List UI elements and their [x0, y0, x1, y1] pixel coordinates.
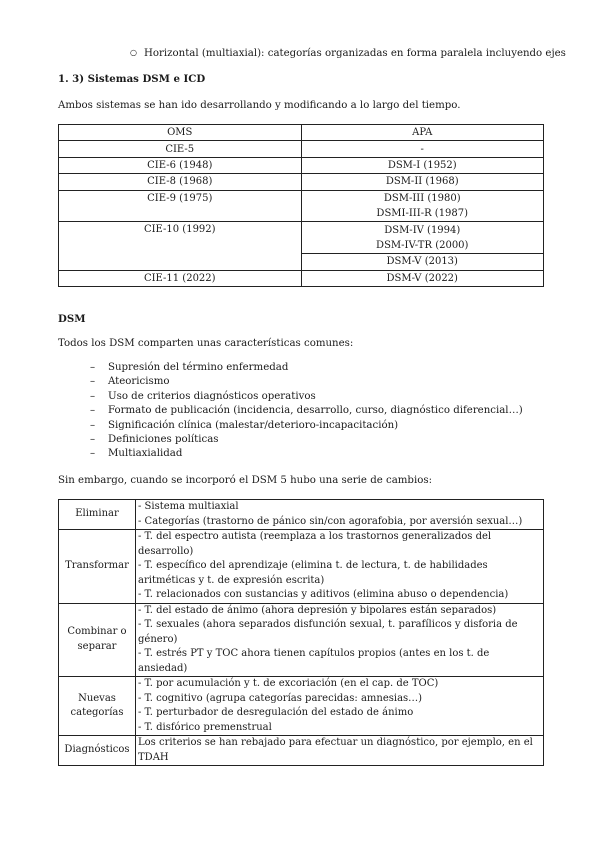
header-oms: OMS [59, 125, 302, 141]
list-item [90, 419, 523, 433]
row-content [136, 530, 544, 604]
list-item [90, 361, 523, 375]
table-cell: DSM-V (2022) [301, 270, 544, 286]
change-line: - Categorías (trastorno de pánico sin/con agorafobia, por aversión sexual…) [138, 515, 523, 527]
row-label-transformar: Transformar [59, 530, 136, 604]
changes-table [58, 499, 544, 766]
list-item [90, 390, 523, 404]
row-content [136, 677, 544, 736]
header-apa: APA [301, 125, 544, 141]
row-label-nuevas: Nuevas categorías [59, 677, 136, 736]
top-bullet-text: Horizontal (multiaxial): categorías organizadas en forma paralela incluyendo ejes [144, 48, 566, 59]
dsm-paragraph: Todos los DSM comparten unas características comunes: [58, 338, 354, 349]
table-header-row [59, 125, 544, 141]
table-row [59, 174, 544, 190]
list-item-text: Definiciones políticas [108, 433, 219, 445]
dash-bullet-icon: – [90, 448, 96, 460]
dash-bullet-icon: – [90, 362, 96, 373]
dsm-heading: DSM [58, 313, 86, 325]
table-row [59, 677, 544, 736]
section-heading: 1. 3) Sistemas DSM e ICD [58, 73, 206, 85]
table-cell: CIE-6 (1948) [59, 157, 302, 173]
table-cell: DSM-III (1980) [301, 190, 544, 206]
table-cell: DSM-I (1952) [301, 157, 544, 173]
row-content [136, 500, 544, 530]
dash-bullet-icon: – [90, 419, 96, 431]
list-item-text: Supresión del término enfermedad [108, 362, 289, 373]
list-item-text: Significación clínica (malestar/deterioro-incapacitación) [108, 419, 399, 431]
change-line: - T. estrés PT y TOC ahora tienen capítulos propios (antes en los t. de ansiedad) [138, 648, 490, 674]
top-bullet-item [130, 47, 570, 61]
table-row [59, 530, 544, 604]
table-row [59, 157, 544, 173]
change-line: - T. relacionados con sustancias y aditivos (elimina abuso o dependencia) [138, 589, 509, 600]
table-cell: DSM-IV (1994) [301, 222, 544, 238]
table-cell: - [301, 141, 544, 157]
table-cell: CIE-5 [59, 141, 302, 157]
change-line: - T. específico del aprendizaje (elimina t. de lectura, t. de habilidades aritméticas y t. de expresión escrita) [138, 560, 488, 586]
list-item [90, 375, 523, 389]
row-label-eliminar: Eliminar [59, 500, 136, 530]
change-line: - Sistema multiaxial [138, 501, 239, 512]
table-cell: DSMI-III-R (1987) [301, 206, 544, 222]
list-item-text: Uso de criterios diagnósticos operativos [108, 390, 316, 402]
table-row [59, 270, 544, 286]
features-list [90, 361, 523, 462]
table-cell: CIE-10 (1992) [59, 222, 302, 270]
list-item [90, 447, 523, 461]
table-row [59, 603, 544, 677]
table-row [59, 222, 544, 238]
change-line: - T. del espectro autista (reemplaza a los trastornos generalizados del desarrollo) [138, 531, 492, 557]
changes-paragraph: Sin embargo, cuando se incorporó el DSM 5 hubo una serie de cambios: [58, 475, 433, 486]
hollow-circle-bullet-icon: ○ [130, 48, 137, 57]
change-line: - T. disfórico premenstrual [138, 721, 272, 733]
change-line: - T. cognitivo (agrupa categorías parecidas: amnesias…) [138, 692, 423, 704]
list-item-text: Multiaxialidad [108, 448, 183, 460]
dash-bullet-icon: – [90, 433, 96, 445]
change-line: - T. por acumulación y t. de excoriación (en el cap. de TOC) [138, 678, 439, 689]
dash-bullet-icon: – [90, 376, 96, 388]
list-item-text: Formato de publicación (incidencia, desarrollo, curso, diagnóstico diferencial…) [108, 405, 523, 417]
table-cell: DSM-V (2013) [301, 254, 544, 270]
row-label-diagnosticos: Diagnósticos [59, 736, 136, 766]
table-row [59, 736, 544, 766]
table-cell: CIE-11 (2022) [59, 270, 302, 286]
change-line: - T. perturbador de desregulación del estado de ánimo [138, 707, 414, 718]
table-cell: DSM-IV-TR (2000) [301, 238, 544, 254]
table-row [59, 141, 544, 157]
list-item [90, 433, 523, 447]
table-row [59, 500, 544, 530]
dash-bullet-icon: – [90, 405, 96, 417]
table-cell: DSM-II (1968) [301, 174, 544, 190]
row-label-combinar: Combinar o separar [59, 603, 136, 677]
table-cell: CIE-8 (1968) [59, 174, 302, 190]
list-item [90, 404, 523, 418]
list-item-text: Ateoricismo [108, 376, 170, 388]
dash-bullet-icon: – [90, 390, 96, 402]
table-row [59, 190, 544, 206]
change-line: - T. sexuales (ahora separados disfunción sexual, t. parafílicos y disforia de género) [138, 619, 518, 645]
change-line: - T. del estado de ánimo (ahora depresión y bipolares están separados) [138, 604, 497, 616]
intro-paragraph: Ambos sistemas se han ido desarrollando y modificando a lo largo del tiempo. [58, 100, 461, 111]
table-cell: CIE-9 (1975) [59, 190, 302, 222]
systems-table [58, 124, 544, 287]
row-content: Los criterios se han rebajado para efectuar un diagnóstico, por ejemplo, en el TDAH [136, 736, 544, 766]
row-content [136, 603, 544, 677]
